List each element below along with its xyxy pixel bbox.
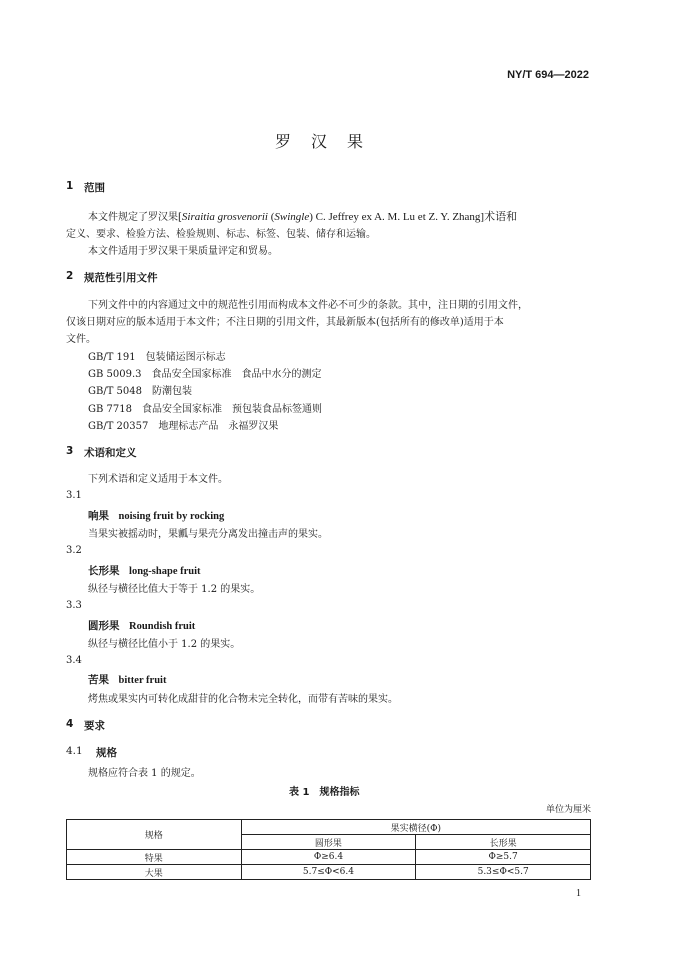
term-number: 3.2 <box>66 545 82 556</box>
section-1-para-2: 本文件适用于罗汉果干果质量评定和贸易。 <box>88 246 278 257</box>
reference-item: GB 5009.3 食品安全国家标准 食品中水分的测定 <box>88 369 322 380</box>
reference-item: GB 7718 食品安全国家标准 预包装食品标签通则 <box>88 404 322 415</box>
term-en: bitter fruit <box>118 675 167 686</box>
term-number: 3.4 <box>66 655 82 666</box>
section-1-heading: 范围 <box>84 182 105 194</box>
standard-code: NY/T 694—2022 <box>507 69 589 81</box>
term-definition: 当果实被摇动时，果瓤与果壳分离发出撞击声的果实。 <box>88 529 328 540</box>
para-text: ) C. Jeffrey ex A. M. Lu et Z. Y. Zhang]术语和 <box>309 211 518 223</box>
header-long: 长形果 <box>416 835 591 850</box>
term-number: 3.3 <box>66 600 82 611</box>
table-header-row <box>67 820 591 835</box>
term-cn: 长形果 <box>88 565 120 577</box>
header-group: 果实横径(Φ) <box>241 820 590 835</box>
page-number: 1 <box>576 888 581 899</box>
section-3-intro: 下列术语和定义适用于本文件。 <box>88 474 228 485</box>
subsection-heading: 规格 <box>96 747 117 759</box>
section-2-number: 2 <box>66 270 74 282</box>
section-4-number: 4 <box>66 718 74 730</box>
reference-item: GB/T 20357 地理标志产品 永福罗汉果 <box>88 421 279 432</box>
header-spec: 规格 <box>67 820 242 850</box>
para-text: ( <box>267 211 275 223</box>
cell-round: Φ≥6.4 <box>241 850 416 865</box>
para-text: 本文件规定了罗汉果[ <box>88 212 182 223</box>
table-caption: 表 1 规格指标 <box>289 787 360 798</box>
cell-long: 5.3≤Φ<5.7 <box>416 865 591 880</box>
cell-grade: 大果 <box>67 865 242 880</box>
reference-item: GB/T 5048 防潮包装 <box>88 386 193 397</box>
cell-grade: 特果 <box>67 850 242 865</box>
term-heading <box>88 672 166 687</box>
term-heading <box>88 508 224 523</box>
term-en: Roundish fruit <box>129 621 196 632</box>
term-number: 3.1 <box>66 490 82 501</box>
term-cn: 苦果 <box>88 674 109 686</box>
table-row <box>67 850 591 865</box>
term-cn: 响果 <box>88 510 109 522</box>
section-4-heading: 要求 <box>84 720 105 732</box>
spec-table <box>66 819 591 880</box>
cell-round: 5.7≤Φ<6.4 <box>241 865 416 880</box>
section-1-number: 1 <box>66 180 74 192</box>
term-heading <box>88 563 201 578</box>
subsection-text: 规格应符合表 1 的规定。 <box>88 768 201 779</box>
reference-item: GB/T 191 包装储运图示标志 <box>88 352 226 363</box>
latin-name: Siraitia grosvenorii <box>181 211 268 223</box>
cell-long: Φ≥5.7 <box>416 850 591 865</box>
section-2-intro-line-2: 仅该日期对应的版本适用于本文件；不注日期的引用文件，其最新版本(包括所有的修改单)适用于本 <box>66 317 504 328</box>
section-3-number: 3 <box>66 445 74 457</box>
section-2-heading: 规范性引用文件 <box>84 272 158 284</box>
section-2-intro-line-1: 下列文件中的内容通过文中的规范性引用而构成本文件必不可少的条款。其中，注日期的引用文件， <box>88 300 528 311</box>
section-2-intro-line-3: 文件。 <box>66 334 96 345</box>
term-definition: 纵径与横径比值小于 1.2 的果实。 <box>88 639 241 650</box>
section-1-para-1-line-2: 定义、要求、检验方法、检验规则、标志、标签、包装、储存和运输。 <box>66 229 376 240</box>
subsection-no: 4.1 <box>66 745 83 757</box>
header-round: 圆形果 <box>241 835 416 850</box>
section-3-heading: 术语和定义 <box>84 447 137 459</box>
term-heading <box>88 618 195 633</box>
term-definition: 纵径与横径比值大于等于 1.2 的果实。 <box>88 584 261 595</box>
term-cn: 圆形果 <box>88 620 120 632</box>
subsection-number <box>66 745 83 757</box>
document-title: 罗汉果 <box>275 132 384 151</box>
table-row <box>67 865 591 880</box>
table-unit: 单位为厘米 <box>545 805 591 815</box>
term-en: long-shape fruit <box>129 566 201 577</box>
term-en: noising fruit by rocking <box>118 511 225 522</box>
latin-author: Swingle <box>274 211 310 223</box>
term-definition: 烤焦或果实内可转化成甜苷的化合物未完全转化，而带有苦味的果实。 <box>88 694 398 705</box>
section-1-para-1-line-1 <box>88 208 517 224</box>
